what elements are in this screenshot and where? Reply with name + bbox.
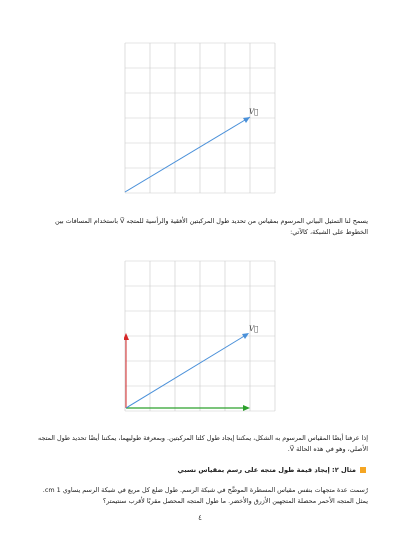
page-number: ٤ bbox=[198, 514, 202, 522]
example-title: مثال ٢: إيجاد قيمة طول متجه على رسم بمقياس نسبي bbox=[177, 466, 356, 474]
grid-lines bbox=[125, 261, 275, 411]
vector-grid-1 bbox=[124, 42, 276, 194]
grid-lines bbox=[125, 43, 275, 193]
example-heading bbox=[178, 466, 366, 474]
horizontal-component-arrowhead bbox=[243, 405, 250, 411]
paragraph-1: يسمح لنا التمثيل البياني المرسوم بمقياس من تحديد طول المركبتين الأفقية والرأسية للمتجه V⃗ باستخدام المسافات بين الخطوط على الشبكة، كالآتي: bbox=[55, 217, 368, 236]
vector-v bbox=[125, 117, 250, 192]
vector-grid-2 bbox=[124, 260, 276, 412]
vector-figure-2 bbox=[124, 260, 276, 412]
example-marker-icon bbox=[360, 467, 366, 473]
vector-v-label: V⃗ bbox=[249, 325, 259, 333]
vector-v bbox=[126, 335, 246, 408]
paragraph-2: إذا عرفنا أيضًا المقياس المرسوم به الشكل، يمكننا إيجاد طول كلتا المركبتين. وبمعرفة طوليهما، يمكننا أيضًا تحديد طول المتجه الأصلي، وهو في هذه الحالة V⃗. bbox=[38, 434, 368, 453]
vector-figure-1 bbox=[124, 42, 276, 194]
vector-v-label: V⃗ bbox=[249, 108, 259, 116]
paragraph-3: رُسمت عدة متجهات بنفس مقياس المسطرة الموضَّح في شبكة الرسم. طول ضلع كل مربع في شبكة الرسم يساوي 1 cm. يمثل المتجه الأحمر محصلة المتجهين الأزرق والأخضر. ما طول المتجه المحصل مقربًا لأقرب سنتيمتر؟ bbox=[42, 486, 368, 505]
